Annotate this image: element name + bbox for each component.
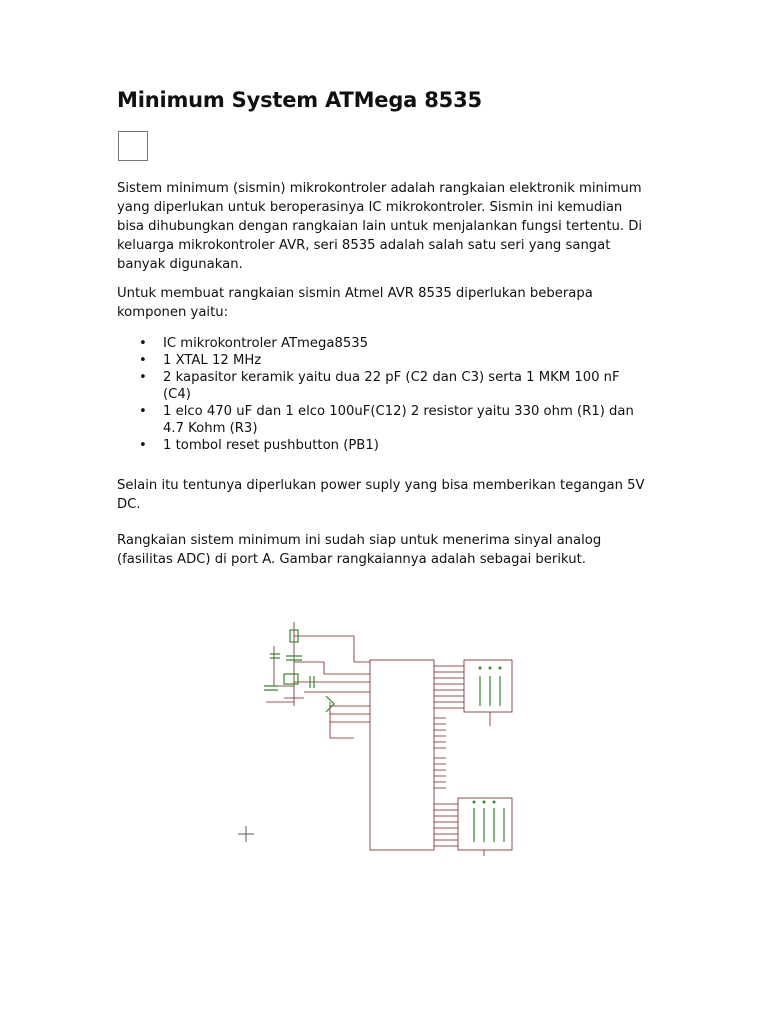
list-item: • 1 XTAL 12 MHz: [139, 353, 262, 368]
schematic-svg: [234, 606, 524, 856]
component-list: [117, 335, 637, 454]
bullet-icon: •: [139, 370, 147, 385]
list-item: • 1 elco 470 uF dan 1 elco 100uF(C12) 2 resistor yaitu 330 ohm (R1) dan 4.7 Kohm (R3): [139, 404, 634, 436]
bullet-icon: •: [139, 404, 147, 419]
bullet-icon: •: [139, 336, 147, 351]
crosshair-icon: [238, 826, 254, 842]
list-item: • 2 kapasitor keramik yaitu dua 22 pF (C2 dan C3) serta 1 MKM 100 nF (C4): [139, 370, 620, 402]
broken-image-placeholder: [118, 131, 148, 161]
list-item: • 1 tombol reset pushbutton (PB1): [139, 438, 379, 453]
page-title: Minimum System ATMega 8535: [117, 88, 482, 112]
ic-body: [370, 660, 434, 850]
components-intro-paragraph: Untuk membuat rangkaian sismin Atmel AVR 8535 diperlukan beberapa komponen yaitu:: [117, 286, 593, 320]
list-item: • IC mikrokontroler ATmega8535: [139, 336, 369, 351]
adc-paragraph: Rangkaian sistem minimum ini sudah siap untuk menerima sinyal analog (fasilitas ADC) di port A. Gambar rangkaiannya adalah sebagai berikut.: [117, 533, 602, 567]
intro-paragraph: Sistem minimum (sismin) mikrokontroler adalah rangkaian elektronik minimum yang diperlukan untuk beroperasinya IC mikrokontroler. Sismin ini kemudian bisa dihubungkan dengan rangkaian lain untuk menjalankan fungsi tertentu. Di keluarga mikrokontroler AVR, seri 8535 adalah salah satu seri yang sangat banyak digunakan.: [117, 181, 643, 272]
crystal: [284, 674, 298, 684]
bullet-icon: •: [139, 438, 147, 453]
bullet-icon: •: [139, 353, 147, 368]
schematic-diagram: [234, 606, 524, 856]
power-supply-paragraph: Selain itu tentunya diperlukan power suply yang bisa memberikan tegangan 5V DC.: [117, 478, 645, 512]
